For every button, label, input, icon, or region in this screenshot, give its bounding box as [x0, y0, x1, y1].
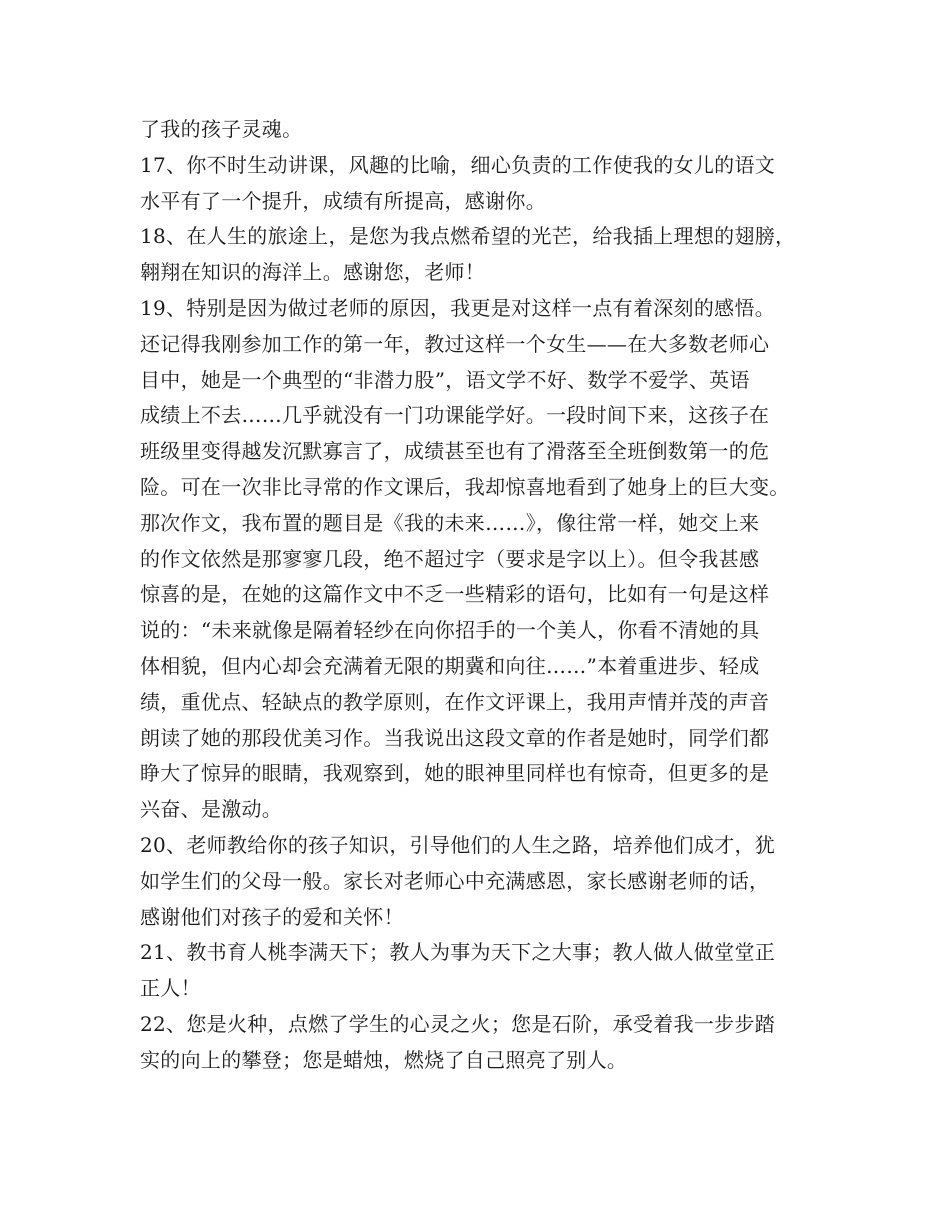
text-line: 21、教书育人桃李满天下；教人为事为天下之大事；教人做人做堂堂正 — [140, 940, 776, 965]
text-line: 睁大了惊异的眼睛，我观察到，她的眼神里同样也有惊奇，但更多的是 — [140, 761, 770, 786]
text-line: 18、在人生的旅途上，是您为我点燃希望的光芒，给我插上理想的翅膀， — [140, 224, 796, 249]
text-line: 19、特别是因为做过老师的原因，我更是对这样一点有着深刻的感悟。 — [140, 295, 776, 320]
text-line: 惊喜的是，在她的这篇作文中不乏一些精彩的语句，比如有一句是这样 — [140, 582, 770, 607]
text-line: 感谢他们对孩子的爱和关怀！ — [140, 904, 404, 929]
text-line: 朗读了她的那段优美习作。当我说出这段文章的作者是她时，同学们都 — [140, 725, 770, 750]
text-line: 成绩上不去……几乎就没有一门功课能学好。一段时间下来，这孩子在 — [140, 403, 770, 428]
text-line: 兴奋、是激动。 — [140, 797, 283, 822]
text-line: 体相貌，但内心却会充满着无限的期冀和向往……”本着重进步、轻成 — [140, 653, 760, 678]
text-line: 水平有了一个提升，成绩有所提高，感谢你。 — [140, 188, 546, 213]
text-line: 班级里变得越发沉默寡言了，成绩甚至也有了滑落至全班倒数第一的危 — [140, 439, 770, 464]
text-line: 了我的孩子灵魂。 — [140, 117, 303, 141]
text-line: 实的向上的攀登；您是蜡烛，燃烧了自己照亮了别人。 — [140, 1047, 628, 1072]
text-line: 17、你不时生动讲课，风趣的比喻，细心负责的工作使我的女儿的语文 — [140, 152, 776, 177]
text-line: 那次作文，我布置的题目是《我的未来……》，像往常一样，她交上来 — [140, 510, 760, 535]
text-line: 正人！ — [140, 976, 201, 1001]
text-line: 22、您是火种，点燃了学生的心灵之火；您是石阶，承受着我一步步踏 — [140, 1011, 776, 1036]
text-line: 的作文依然是那寥寥几段，绝不超过字（要求是字以上）。但令我甚感 — [140, 546, 760, 571]
text-line: 险。可在一次非比寻常的作文课后，我却惊喜地看到了她身上的巨大变。 — [140, 474, 790, 499]
text-line: 还记得我刚参加工作的第一年，教过这样一个女生——在大多数老师心 — [140, 331, 770, 356]
document-body — [140, 112, 830, 1079]
text-line: 20、老师教给你的孩子知识，引导他们的人生之路，培养他们成才，犹 — [140, 832, 776, 857]
text-line: 目中，她是一个典型的“非潜力股”，语文学不好、数学不爱学、英语 — [140, 367, 750, 392]
text-line: 说的：“未来就像是隔着轻纱在向你招手的一个美人，你看不清她的具 — [140, 618, 760, 643]
text-line: 如学生们的父母一般。家长对老师心中充满感恩，家长感谢老师的话， — [140, 868, 770, 893]
text-line: 翱翔在知识的海洋上。感谢您，老师！ — [140, 260, 486, 285]
text-line: 绩，重优点、轻缺点的教学原则，在作文评课上，我用声情并茂的声音 — [140, 689, 770, 714]
